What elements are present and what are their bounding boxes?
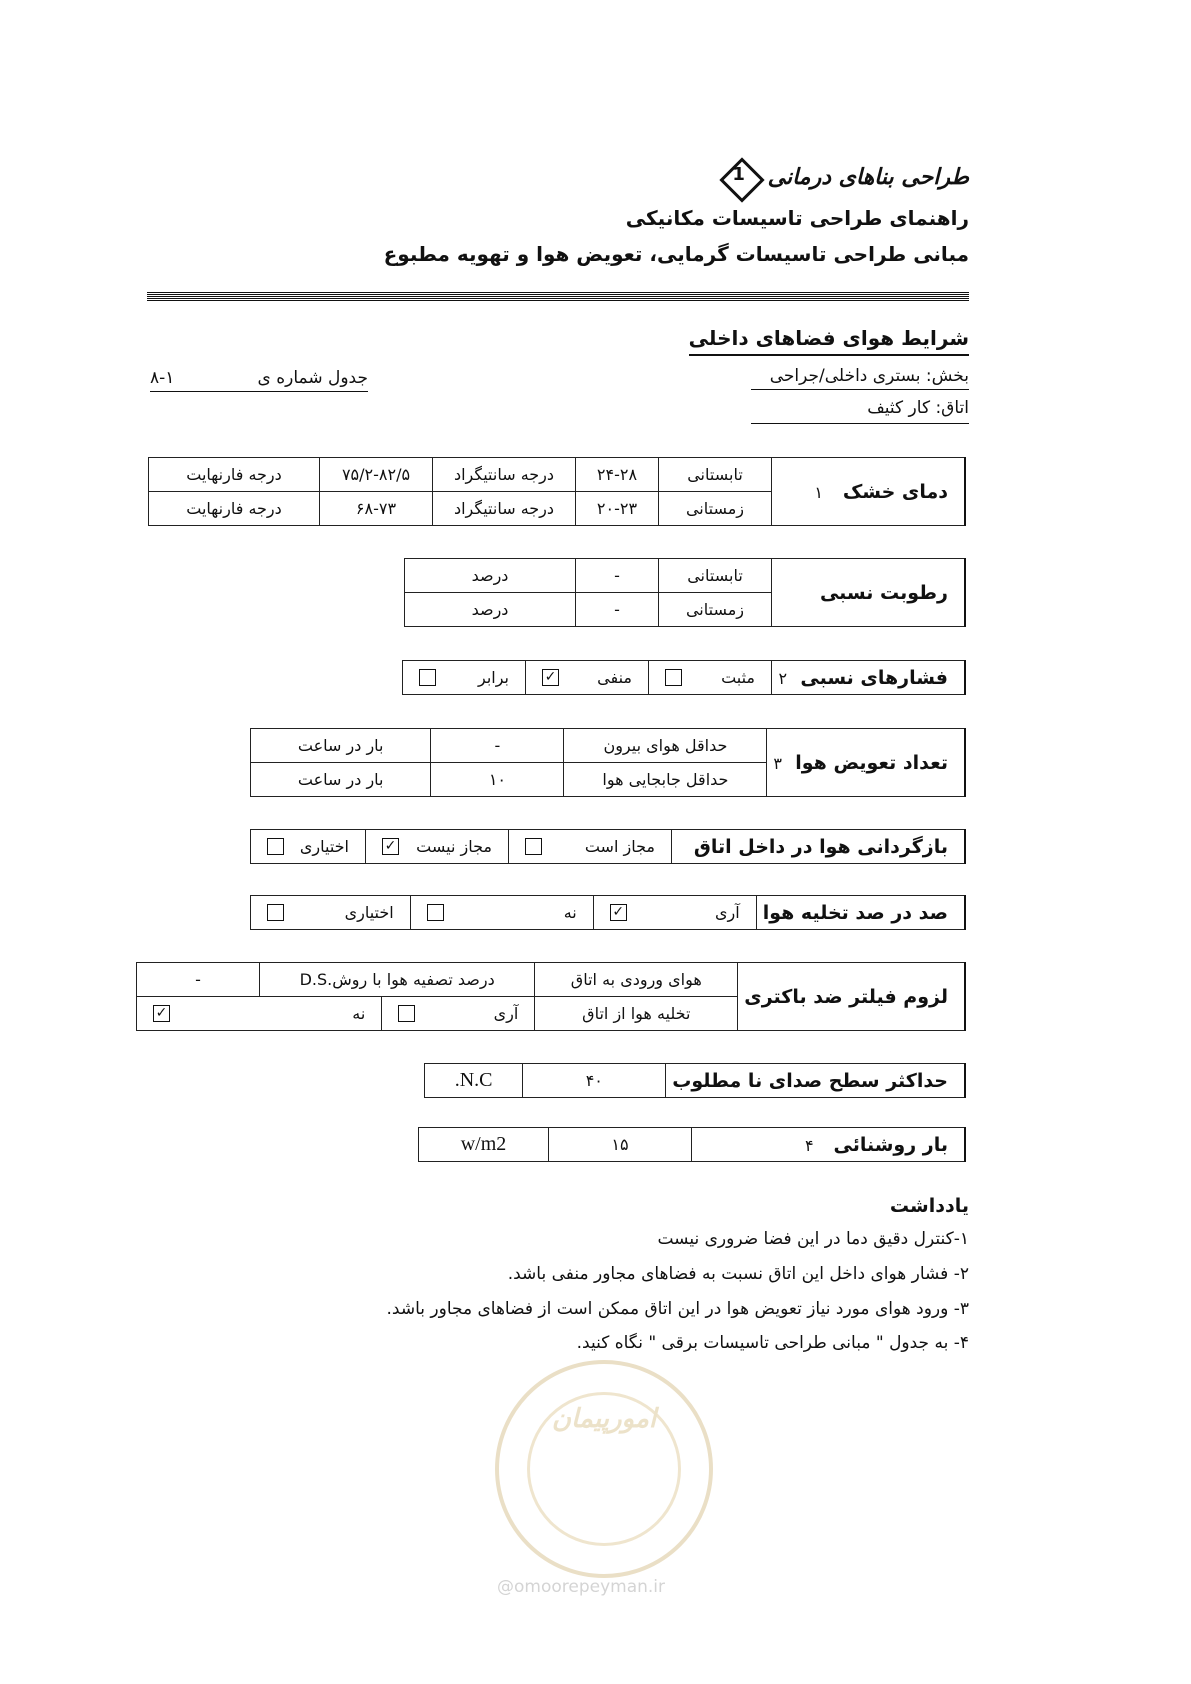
pressure-option-negative[interactable]: منفی ✓	[526, 661, 649, 695]
winter-f-value: ۶۸-۷۳	[320, 492, 433, 526]
winter-c-value: ۲۰-۲۳	[576, 492, 659, 526]
winter-f-unit: درجه فارنهایت	[149, 492, 320, 526]
filter-supply-air: هوای ورودی به اتاق	[535, 963, 738, 997]
pressure-option-positive[interactable]: مثبت	[649, 661, 772, 695]
pressure-label: فشارهای نسبی ۲	[772, 661, 966, 695]
humidity-winter-unit: درصد	[405, 593, 576, 627]
section-title: شرایط هوای فضاهای داخلی	[689, 326, 969, 356]
air-change-table	[250, 728, 966, 797]
pressure-table	[402, 660, 966, 695]
document-topic: مبانی طراحی تاسیسات گرمایی، تعویض هوا و تهویه مطبوع	[383, 242, 969, 266]
table-number-label: جدول شماره ی	[257, 368, 368, 388]
filter-purification-value: -	[137, 963, 260, 997]
lighting-label: بار روشنائی ۴	[692, 1128, 966, 1162]
lighting-table	[418, 1127, 966, 1162]
checkbox-checked-icon[interactable]: ✓	[542, 669, 559, 686]
note-item: ۴- به جدول " مبانی طراحی تاسیسات برقی " نگاه کنید.	[576, 1333, 969, 1353]
header-divider	[147, 292, 969, 301]
table-number-value: ۸-۱	[150, 368, 175, 388]
table-number	[150, 368, 368, 392]
min-outdoor-air-unit: بار در ساعت	[251, 729, 431, 763]
summer-season: تابستانی	[659, 458, 772, 492]
document-subtitle: راهنمای طراحی تاسیسات مکانیکی	[625, 206, 969, 230]
humidity-winter-value: -	[576, 593, 659, 627]
recirculation-not-allowed[interactable]: مجاز نیست ✓	[366, 830, 509, 864]
full-exhaust-table	[250, 895, 966, 930]
winter-season: زمستانی	[659, 492, 772, 526]
noise-unit: N.C.	[425, 1064, 523, 1098]
recirculation-label: بازگردانی هوا در داخل اتاق	[672, 830, 966, 864]
humidity-summer-season: تابستانی	[659, 559, 772, 593]
noise-table	[424, 1063, 966, 1098]
lighting-unit: w/m2	[419, 1128, 549, 1162]
filter-purification-method: درصد تصفیه هوا با روش.D.S	[260, 963, 535, 997]
filter-label: لزوم فیلتر ضد باکتری	[738, 963, 965, 1031]
checkbox-empty-icon[interactable]	[665, 669, 682, 686]
note-item: ۱-کنترل دقیق دما در این فضا ضروری نیست	[657, 1229, 969, 1249]
note-item: ۳- ورود هوای مورد نیاز تعویض هوا در این اتاق ممکن است از فضاهای مجاور باشد.	[386, 1299, 969, 1319]
checkbox-checked-icon[interactable]: ✓	[610, 904, 627, 921]
checkbox-checked-icon[interactable]: ✓	[382, 838, 399, 855]
summer-f-unit: درجه فارنهایت	[149, 458, 320, 492]
summer-f-value: ۷۵/۲-۸۲/۵	[320, 458, 433, 492]
full-exhaust-no[interactable]: نه	[410, 896, 593, 930]
summer-c-value: ۲۴-۲۸	[576, 458, 659, 492]
noise-label: حداکثر سطح صدای نا مطلوب	[666, 1064, 965, 1098]
checkbox-empty-icon[interactable]	[398, 1005, 415, 1022]
dry-temp-table	[148, 457, 966, 526]
checkbox-empty-icon[interactable]	[419, 669, 436, 686]
watermark-url: @omoorepeyman.ir	[497, 1577, 666, 1597]
full-exhaust-optional[interactable]: اختیاری	[251, 896, 411, 930]
room-label: اتاق: کار کثیف	[751, 398, 969, 424]
winter-c-unit: درجه سانتیگراد	[433, 492, 576, 526]
checkbox-checked-icon[interactable]: ✓	[153, 1005, 170, 1022]
department-label: بخش: بستری داخلی/جراحی	[751, 366, 969, 390]
air-change-label: تعداد تعویض هوا ۳	[767, 729, 965, 797]
humidity-label: رطوبت نسبی	[772, 559, 966, 627]
filter-table	[136, 962, 966, 1031]
series-title-text: طراحی بناهای درمانی	[767, 164, 969, 190]
diamond-badge-icon	[720, 158, 758, 196]
dry-temp-label: دمای خشک ۱	[772, 458, 966, 526]
lighting-value: ۱۵	[549, 1128, 692, 1162]
checkbox-empty-icon[interactable]	[267, 904, 284, 921]
min-air-change-unit: بار در ساعت	[251, 763, 431, 797]
summer-c-unit: درجه سانتیگراد	[433, 458, 576, 492]
full-exhaust-label: صد در صد تخلیه هوا	[756, 896, 965, 930]
min-outdoor-air: حداقل هوای بیرون	[564, 729, 767, 763]
noise-value: ۴۰	[523, 1064, 666, 1098]
recirculation-allowed[interactable]: مجاز است	[509, 830, 672, 864]
min-outdoor-air-value: -	[431, 729, 564, 763]
recirculation-optional[interactable]: اختیاری	[251, 830, 366, 864]
watermark-text: امورپیمان	[551, 1404, 657, 1434]
badge-number: 1	[732, 164, 745, 185]
full-exhaust-yes[interactable]: آری ✓	[593, 896, 756, 930]
checkbox-empty-icon[interactable]	[525, 838, 542, 855]
humidity-winter-season: زمستانی	[659, 593, 772, 627]
checkbox-empty-icon[interactable]	[427, 904, 444, 921]
filter-exhaust-no[interactable]: نه ✓	[137, 997, 382, 1031]
humidity-summer-unit: درصد	[405, 559, 576, 593]
watermark-logo	[495, 1360, 713, 1578]
document-series-title	[720, 158, 969, 196]
min-air-change-value: ۱۰	[431, 763, 564, 797]
humidity-table	[404, 558, 966, 627]
pressure-option-equal[interactable]: برابر	[403, 661, 526, 695]
checkbox-empty-icon[interactable]	[267, 838, 284, 855]
min-air-change: حداقل جابجایی هوا	[564, 763, 767, 797]
note-item: ۲- فشار هوای داخل این اتاق نسبت به فضاهای مجاور منفی باشد.	[507, 1264, 969, 1284]
filter-exhaust-air: تخلیه هوا از اتاق	[535, 997, 738, 1031]
humidity-summer-value: -	[576, 559, 659, 593]
filter-exhaust-yes[interactable]: آری	[382, 997, 535, 1031]
notes-title: یادداشت	[889, 1195, 969, 1217]
recirculation-table	[250, 829, 966, 864]
